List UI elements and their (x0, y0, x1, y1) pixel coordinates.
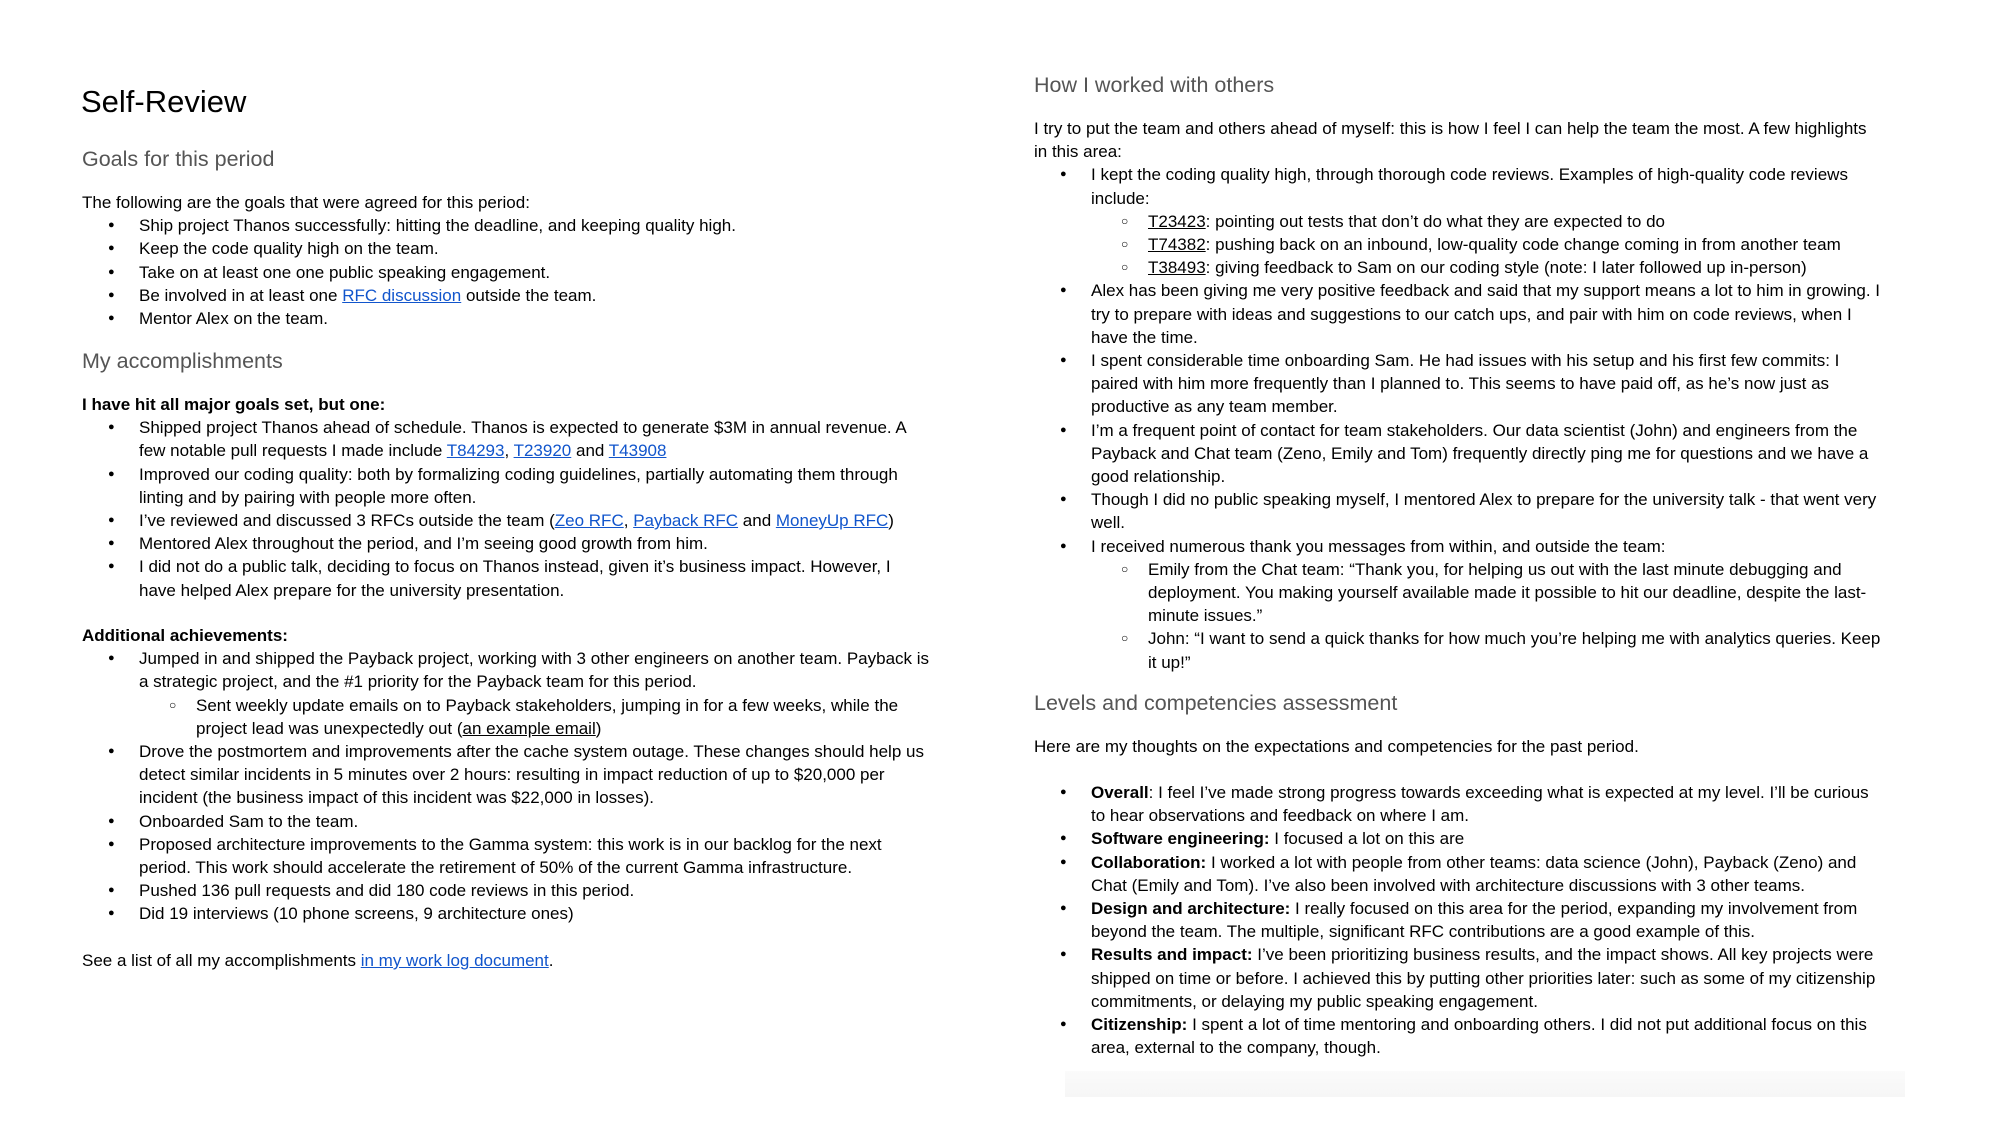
item-label: Design and architecture: (1091, 899, 1291, 919)
item-text: I’ve been prioritizing business results, and the impact shows. All key projects were shipped on time or before. I achieved this by putting other priorities later: such as some of my citizenship commitments, or delaying my public speaking engagement. (1091, 945, 1876, 1011)
list-item (82, 463, 932, 509)
list-item (1034, 897, 1884, 943)
list-item (82, 261, 932, 284)
levels-section (1034, 781, 1884, 1059)
item-label: Results and impact: (1091, 945, 1253, 965)
list-item (82, 833, 932, 879)
link[interactable]: an example email (462, 718, 596, 738)
item-text: I received numerous thank you messages from within, and outside the team: (1091, 536, 1666, 556)
item-text: Ship project Thanos successfully: hitting the deadline, and keeping quality high. (139, 216, 736, 236)
sub-list-item (1034, 233, 1884, 256)
levels-list (1034, 781, 1884, 1059)
item-text: and (738, 511, 776, 531)
worklog-link[interactable]: in my work log document (360, 951, 549, 970)
list-item (82, 647, 932, 693)
document-title: Self-Review (81, 84, 247, 119)
item-text: Onboarded Sam to the team. (139, 811, 359, 831)
list-item (1034, 349, 1884, 419)
list-item (82, 284, 932, 307)
list-item (82, 555, 932, 601)
major-goals-list (82, 416, 932, 602)
link[interactable]: T43908 (608, 441, 667, 461)
item-text: John: “I want to send a quick thanks for how much you’re helping me with analytics queries. Keep it up!” (1148, 629, 1881, 672)
item-text: Keep the code quality high on the team. (139, 239, 439, 259)
list-item (82, 416, 932, 462)
item-text: Alex has been giving me very positive feedback and said that my support means a lot to him in growing. I try to prepare with ideas and suggestions to our catch ups, and pair with him on code reviews, when I have the time. (1091, 281, 1881, 347)
item-label: Collaboration: (1091, 852, 1207, 872)
link[interactable]: T23920 (513, 441, 572, 461)
item-text: Mentored Alex throughout the period, and I’m seeing good growth from him. (139, 534, 708, 554)
sub-list-item (1034, 627, 1884, 673)
link[interactable]: T74382 (1148, 235, 1206, 255)
item-text: Be involved in at least one (139, 285, 343, 305)
list-item (1034, 163, 1884, 209)
item-text: Though I did no public speaking myself, I mentored Alex to prepare for the university talk - that went very well. (1091, 490, 1877, 533)
item-text: Shipped project Thanos ahead of schedule. Thanos is expected to generate $3M in annual revenue. A few notable pull requests I made include (139, 418, 906, 461)
item-text: : pushing back on an inbound, low-quality code change coming in from another team (1205, 235, 1841, 255)
item-text: Proposed architecture improvements to the Gamma system: this work is in our backlog for the next period. This work should accelerate the retirement of 50% of the current Gamma infrastructure. (139, 834, 882, 878)
link[interactable]: RFC discussion (342, 285, 462, 305)
item-text: I’m a frequent point of contact for team stakeholders. Our data scientist (John) and engineers from the Payback and Chat team (Zeno, Emily and Tom) frequently directly ping me for questions and we have a good relationship. (1091, 420, 1869, 487)
goals-list (82, 214, 932, 330)
page-bottom-shadow (1065, 1071, 1905, 1097)
item-label: Software engineering: (1091, 829, 1270, 849)
list-item (82, 214, 932, 237)
item-text: : I feel I’ve made strong progress towards exceeding what is expected at my level. I’ll be curious to hear observations and feedback on where I am. (1091, 783, 1869, 826)
item-text: , (504, 441, 514, 461)
list-item (82, 740, 932, 810)
link[interactable]: Zeo RFC (554, 511, 624, 531)
item-text: Mentor Alex on the team. (139, 309, 328, 329)
item-text: I worked a lot with people from other teams: data science (John), Payback (Zeno) and Chat (Emily and Tom). I’ve also been involved with architecture discussions with 3 other teams. (1091, 852, 1857, 895)
levels-intro: Here are my thoughts on the expectations and competencies for the past period. (1034, 737, 1639, 756)
list-item (1034, 781, 1884, 827)
list-item (82, 307, 932, 330)
worklog-end: . (548, 951, 554, 970)
item-text: ) (595, 718, 602, 738)
sub-list-item (1034, 210, 1884, 233)
others-list (1034, 163, 1884, 673)
additional-list (82, 647, 932, 925)
item-text: Emily from the Chat team: “Thank you, for helping us out with the last minute debugging and deployment. You making yourself available made it possible to hit our deadline, despite the last-minute issues.” (1148, 559, 1867, 626)
item-text: I did not do a public talk, deciding to focus on Thanos instead, given it’s business impact. However, I have helped Alex prepare for the university presentation. (139, 557, 891, 600)
link[interactable]: T38493 (1148, 258, 1206, 278)
major-goals-label: I have hit all major goals set, but one: (82, 395, 386, 414)
item-text: : giving feedback to Sam on our coding style (note: I later followed up in-person) (1205, 258, 1807, 278)
item-text: I’ve reviewed and discussed 3 RFCs outside the team ( (139, 511, 555, 531)
heading-others: How I worked with others (1034, 73, 1275, 97)
item-text: I spent a lot of time mentoring and onboarding others. I did not put additional focus on this area, external to the company, though. (1091, 1015, 1867, 1058)
additional-section (82, 624, 932, 926)
goals-intro: The following are the goals that were agreed for this period: (82, 193, 530, 212)
list-item (82, 902, 932, 925)
goals-section (82, 191, 932, 330)
link[interactable]: T84293 (446, 441, 505, 461)
list-item (1034, 943, 1884, 1013)
list-item (1034, 488, 1884, 534)
list-item (1034, 419, 1884, 489)
item-text: , (623, 511, 634, 531)
item-label: Overall (1091, 783, 1149, 802)
item-text: Sent weekly update emails on to Payback stakeholders, jumping in for a few weeks, while the project lead was unexpectedly out ( (196, 695, 899, 738)
list-item (82, 509, 932, 532)
list-item (1034, 827, 1884, 850)
list-item (82, 810, 932, 833)
list-item (82, 879, 932, 902)
heading-levels: Levels and competencies assessment (1034, 691, 1398, 715)
heading-goals: Goals for this period (82, 147, 275, 171)
list-item (1034, 1013, 1884, 1059)
item-text: Did 19 interviews (10 phone screens, 9 architecture ones) (139, 904, 574, 924)
item-text: I focused a lot on this are (1269, 829, 1465, 849)
list-item (1034, 535, 1884, 558)
list-item (1034, 851, 1884, 897)
item-text: Drove the postmortem and improvements after the cache system outage. These changes should help us detect similar incidents in 5 minutes over 2 hours: resulting in impact reduction of up to $20,000 per incident (the business impact of this incident was $22,000 in losses). (139, 742, 924, 808)
link[interactable]: T23423 (1148, 211, 1206, 231)
sub-list-item (1034, 558, 1884, 628)
major-goals-section (82, 393, 932, 602)
item-text: I kept the coding quality high, through thorough code reviews. Examples of high-quality code reviews include: (1091, 165, 1848, 208)
item-text: I really focused on this area for the period, expanding my involvement from beyond the team. The multiple, significant RFC contributions are a good example of this. (1091, 899, 1858, 942)
item-text: Take on at least one one public speaking engagement. (139, 262, 551, 282)
item-label: Citizenship: (1091, 1015, 1188, 1035)
link[interactable]: MoneyUp RFC (775, 511, 889, 531)
link[interactable]: Payback RFC (633, 511, 739, 531)
list-item (1034, 279, 1884, 349)
item-text: outside the team. (461, 285, 597, 305)
heading-accomplishments: My accomplishments (82, 349, 283, 373)
item-text: I spent considerable time onboarding Sam. He had issues with his setup and his first few commits: I paired with him more frequently than I planned to. This seems to have paid off, as he’s now just as productive as any team member. (1091, 351, 1840, 417)
item-text: ) (888, 511, 894, 531)
sub-list-item (82, 694, 932, 740)
list-item (82, 237, 932, 260)
worklog-text: See a list of all my accomplishments (82, 951, 361, 970)
additional-label: Additional achievements: (82, 626, 288, 645)
item-text: Improved our coding quality: both by formalizing coding guidelines, partially automating them through linting and by pairing with people more often. (139, 464, 898, 507)
item-text: Pushed 136 pull requests and did 180 code reviews in this period. (139, 881, 635, 901)
item-text: Jumped in and shipped the Payback project, working with 3 other engineers on another team. Payback is a strategic project, and the #1 priority for the Payback team for this period. (139, 649, 930, 692)
others-intro: I try to put the team and others ahead of myself: this is how I feel I can help the team the most. A few highlights in this area: (1034, 119, 1867, 162)
item-text: and (571, 441, 609, 461)
worklog-paragraph (82, 949, 932, 972)
item-text: : pointing out tests that don’t do what they are expected to do (1205, 211, 1665, 231)
others-section (1034, 117, 1884, 674)
list-item (82, 532, 932, 555)
sub-list-item (1034, 256, 1884, 279)
